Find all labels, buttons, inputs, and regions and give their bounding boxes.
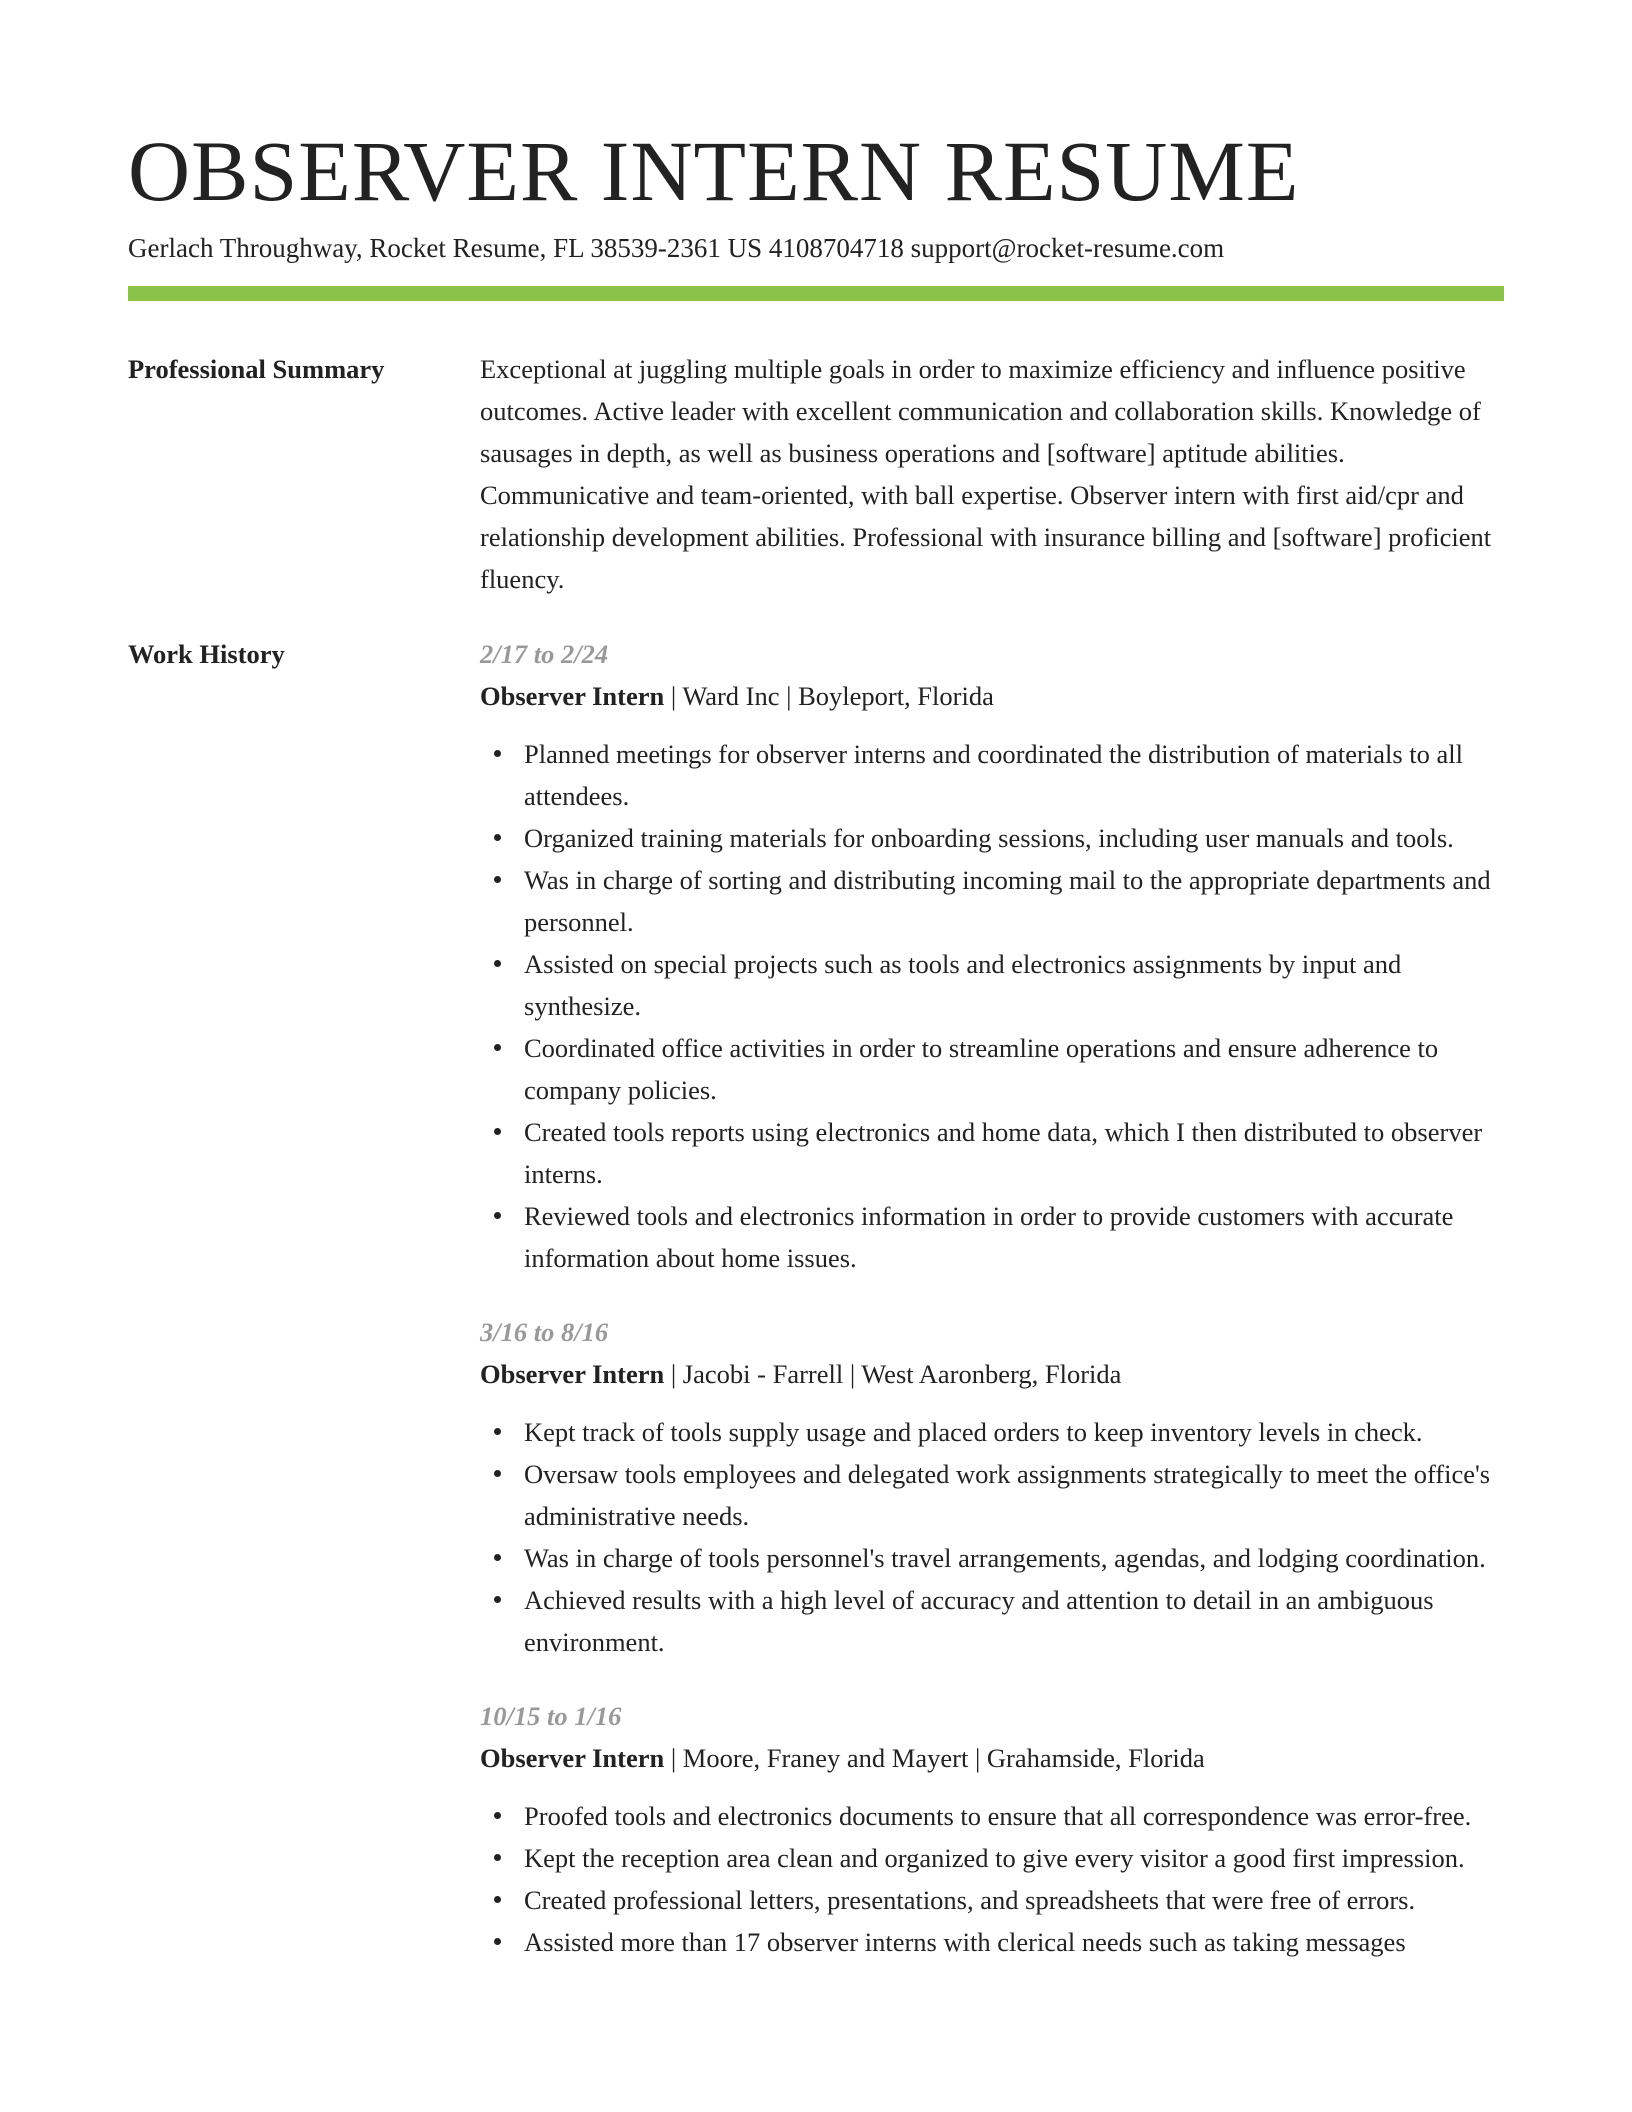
job-bullet-list (480, 733, 1504, 1279)
bullet-icon (494, 834, 501, 841)
bullet-icon (494, 1212, 501, 1219)
bullet-text: Achieved results with a high level of accuracy and attention to detail in an ambiguous environment. (524, 1585, 1434, 1657)
bullet-text: Created tools reports using electronics and home data, which I then distributed to observer interns. (524, 1117, 1483, 1189)
list-item (524, 1921, 1504, 1963)
summary-text: Exceptional at juggling multiple goals in order to maximize efficiency and influence positive outcomes. Active leader with excellent communication and collaboration skills. Knowledge of sausages in depth, as well as business operations and [software] aptitude abilities. Communicative and team-oriented, with ball expertise. Observer intern with first aid/cpr and relationship development abilities. Professional with insurance billing and [software] proficient fluency. (480, 354, 1492, 594)
list-item (524, 817, 1504, 859)
list-item (524, 1027, 1504, 1111)
list-item (524, 1879, 1504, 1921)
contact-line: Gerlach Throughway, Rocket Resume, FL 38539-2361 US 4108704718 support@rocket-resume.com (128, 233, 1225, 263)
job-role: Observer Intern (480, 681, 665, 711)
bullet-text: Assisted on special projects such as tools and electronics assignments by input and synthesize. (524, 949, 1402, 1021)
bullet-icon (494, 1812, 501, 1819)
job-entry (480, 1311, 1504, 1663)
job-entry (480, 633, 1504, 1279)
section-label-work-history: Work History (128, 639, 285, 669)
job-heading (480, 1353, 1504, 1395)
job-date: 10/15 to 1/16 (480, 1701, 622, 1731)
bullet-text: Proofed tools and electronics documents to ensure that all correspondence was error-free. (524, 1801, 1472, 1831)
bullet-icon (494, 1044, 501, 1051)
list-item (524, 1579, 1504, 1663)
bullet-icon (494, 1554, 501, 1561)
job-company-location: | Moore, Franey and Mayert | Grahamside, Florida (664, 1743, 1205, 1773)
list-item (524, 1195, 1504, 1279)
work-history-list (480, 633, 1504, 1995)
section-label-professional-summary: Professional Summary (128, 354, 385, 384)
bullet-text: Created professional letters, presentations, and spreadsheets that were free of errors. (524, 1885, 1416, 1915)
bullet-text: Kept track of tools supply usage and placed orders to keep inventory levels in check. (524, 1417, 1423, 1447)
bullet-icon (494, 876, 501, 883)
job-company-location: | Jacobi - Farrell | West Aaronberg, Florida (664, 1359, 1122, 1389)
bullet-text: Coordinated office activities in order to streamline operations and ensure adherence to company policies. (524, 1033, 1439, 1105)
job-date: 3/16 to 8/16 (480, 1317, 609, 1347)
list-item (524, 1111, 1504, 1195)
job-role: Observer Intern (480, 1359, 665, 1389)
list-item (524, 1795, 1504, 1837)
bullet-icon (494, 960, 501, 967)
bullet-text: Oversaw tools employees and delegated work assignments strategically to meet the office's administrative needs. (524, 1459, 1491, 1531)
bullet-icon (494, 750, 501, 757)
list-item (524, 943, 1504, 1027)
job-date: 2/17 to 2/24 (480, 639, 609, 669)
bullet-text: Planned meetings for observer interns and coordinated the distribution of materials to all attendees. (524, 739, 1464, 811)
bullet-text: Assisted more than 17 observer interns with clerical needs such as taking messages (524, 1927, 1406, 1957)
job-heading (480, 675, 1504, 717)
bullet-text: Was in charge of tools personnel's travel arrangements, agendas, and lodging coordination. (524, 1543, 1486, 1573)
bullet-text: Reviewed tools and electronics information in order to provide customers with accurate information about home issues. (524, 1201, 1454, 1273)
bullet-icon (494, 1854, 501, 1861)
bullet-text: Kept the reception area clean and organized to give every visitor a good first impression. (524, 1843, 1465, 1873)
bullet-icon (494, 1428, 501, 1435)
bullet-icon (494, 1938, 501, 1945)
bullet-icon (494, 1470, 501, 1477)
bullet-icon (494, 1596, 501, 1603)
job-heading (480, 1737, 1504, 1779)
job-entry (480, 1695, 1504, 1963)
job-bullet-list (480, 1795, 1504, 1963)
header-divider (128, 286, 1504, 301)
list-item (524, 1411, 1504, 1453)
list-item (524, 1537, 1504, 1579)
bullet-icon (494, 1896, 501, 1903)
job-bullet-list (480, 1411, 1504, 1663)
bullet-text: Was in charge of sorting and distributing incoming mail to the appropriate departments and personnel. (524, 865, 1491, 937)
job-company-location: | Ward Inc | Boyleport, Florida (664, 681, 994, 711)
page-title: OBSERVER INTERN RESUME (128, 123, 1300, 219)
list-item (524, 1453, 1504, 1537)
bullet-icon (494, 1128, 501, 1135)
list-item (524, 733, 1504, 817)
job-role: Observer Intern (480, 1743, 665, 1773)
bullet-text: Organized training materials for onboarding sessions, including user manuals and tools. (524, 823, 1454, 853)
list-item (524, 1837, 1504, 1879)
list-item (524, 859, 1504, 943)
